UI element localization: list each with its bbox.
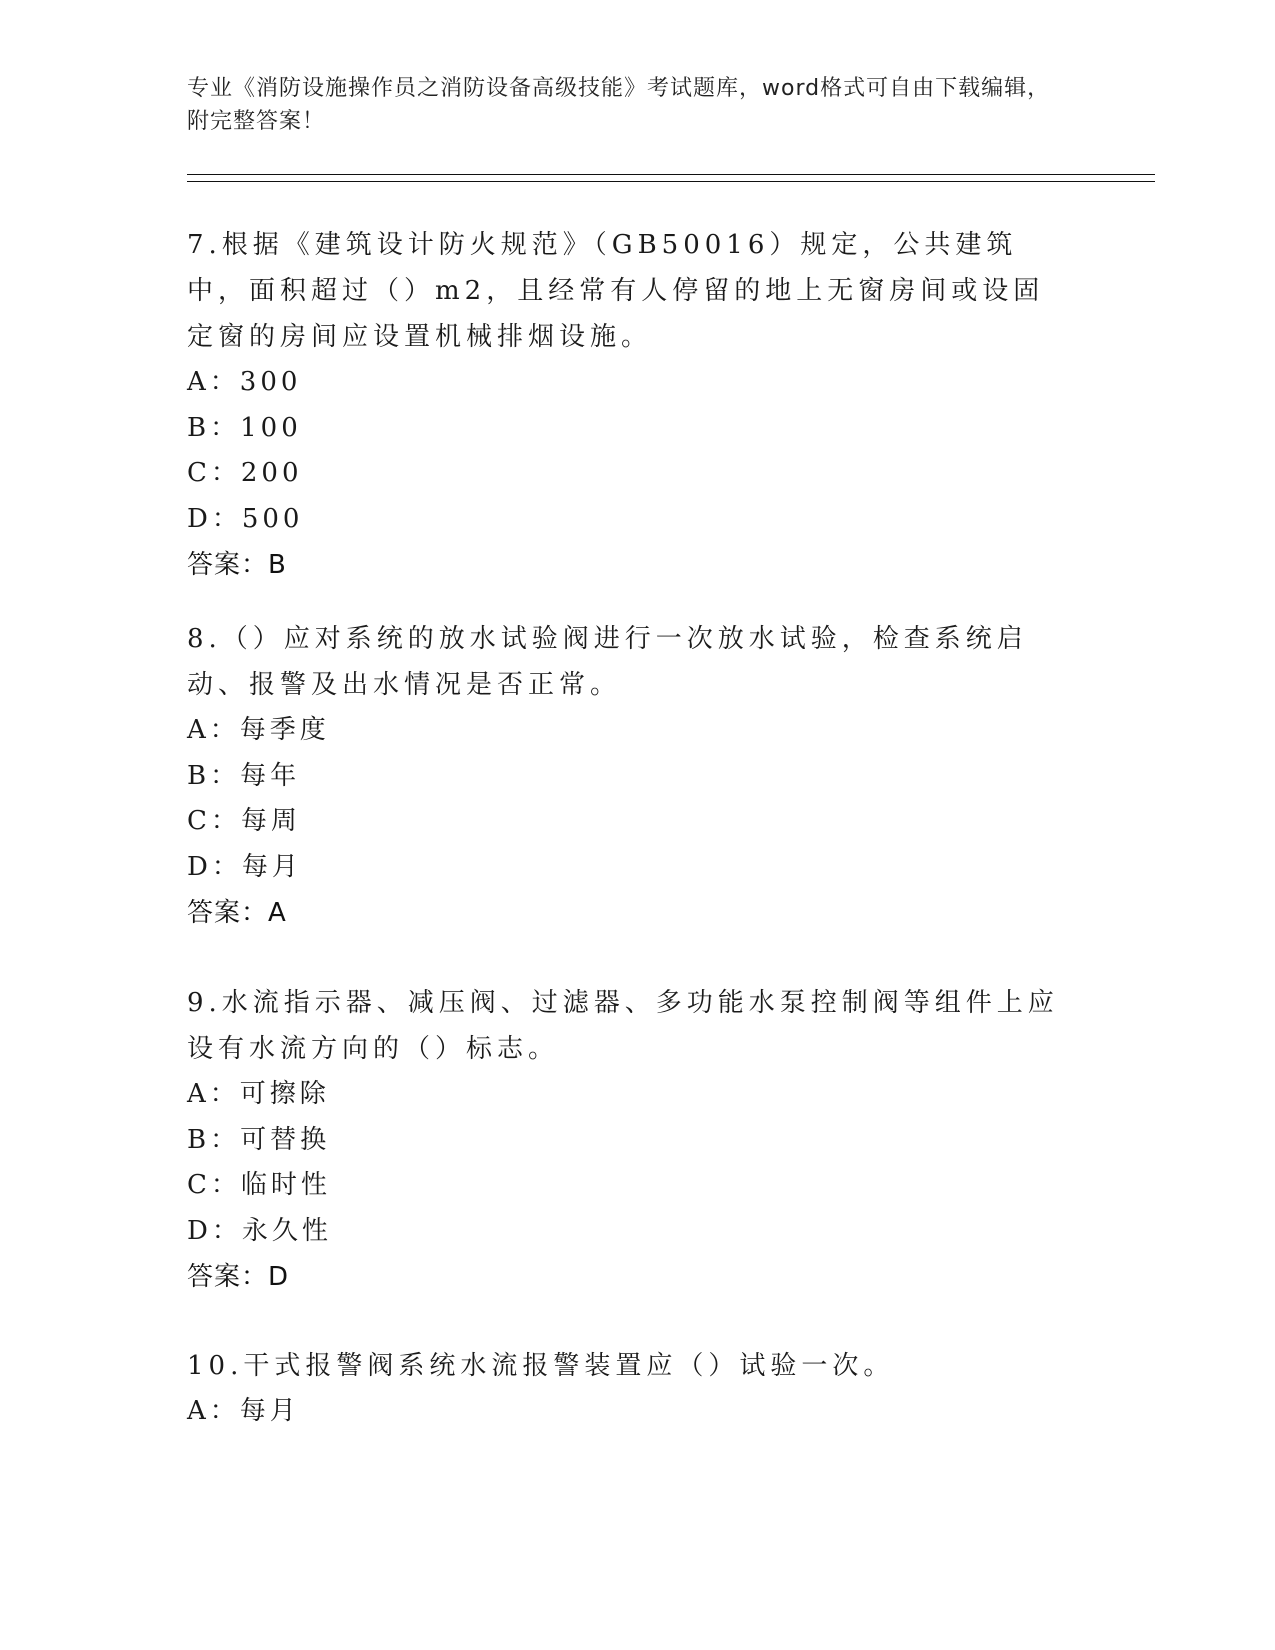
option-b: B：可替换 [187,1124,331,1155]
option-a: A：每季度 [187,715,330,745]
option-c: C：200 [187,458,303,488]
option-a: A：300 [187,367,302,397]
option-a: A：可擦除 [187,1079,330,1109]
option-a: A：每月 [187,1396,300,1426]
question-9 [187,980,1067,1300]
option-d: D：永久性 [187,1215,332,1246]
question-10 [187,1343,1067,1435]
option-c: C：每周 [187,806,301,836]
option-d: D：500 [187,503,304,534]
question-7 [187,222,1067,588]
answer-label: 答案：D [187,1262,290,1292]
question-text: 7.根据《建筑设计防火规范》（GB50016）规定，公共建筑中，面积超过（）m2，且经常有人停留的地上无窗房间或设固定窗的房间应设置机械排烟设施。 [187,230,1045,352]
option-c: C：临时性 [187,1170,331,1200]
question-8 [187,616,1067,936]
header-divider-top [187,174,1155,175]
option-b: B：每年 [187,760,301,791]
header-divider-bottom [187,181,1155,182]
answer-label: 答案：A [187,898,287,928]
question-text: 10.干式报警阀系统水流报警装置应（）试验一次。 [187,1351,895,1381]
option-d: D：每月 [187,851,302,882]
question-text: 9.水流指示器、减压阀、过滤器、多功能水泵控制阀等组件上应设有水流方向的（）标志。 [187,988,1059,1064]
question-text: 8.（）应对系统的放水试验阀进行一次放水试验，检查系统启动、报警及出水情况是否正常。 [187,624,1028,700]
answer-label: 答案：B [187,550,287,580]
option-b: B：100 [187,412,302,443]
document-header: 专业《消防设施操作员之消防设备高级技能》考试题库，word格式可自由下载编辑，附完整答案！ [187,76,1051,134]
